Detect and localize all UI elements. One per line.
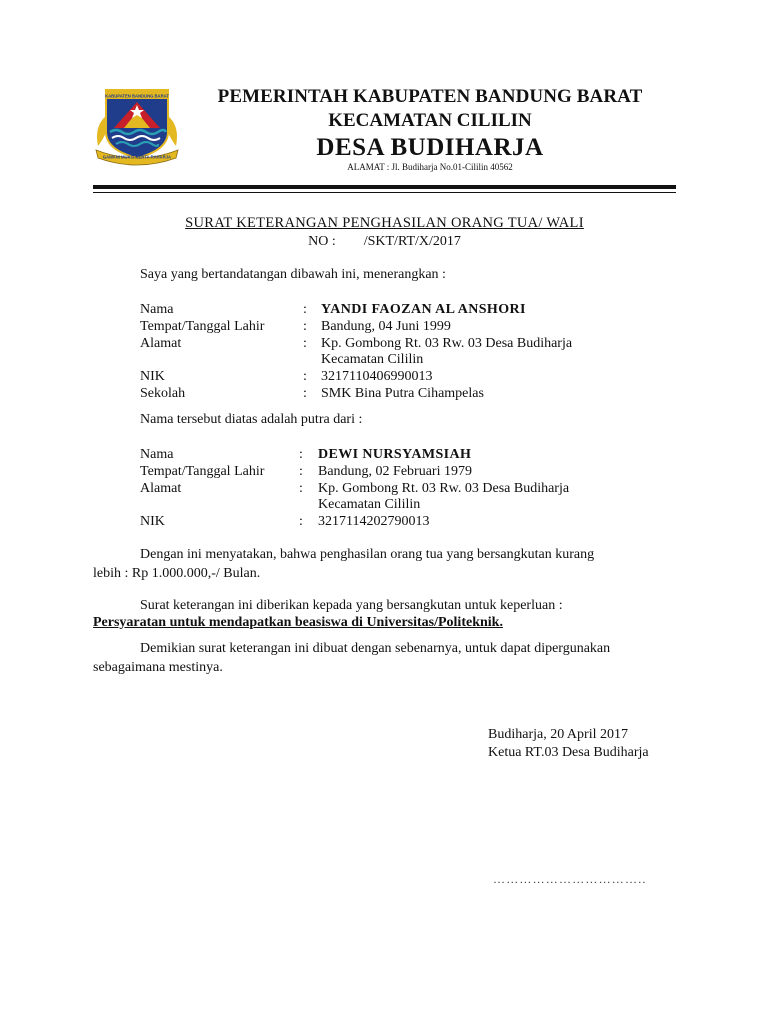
document-title: SURAT KETERANGAN PENGHASILAN ORANG TUA/ WALI	[185, 215, 584, 231]
student-address-value-1: Kp. Gombong Rt. 03 Rw. 03 Desa Budiharja	[321, 336, 573, 351]
income-statement-line2: lebih : Rp 1.000.000,-/ Bulan.	[93, 566, 261, 581]
district-heading: KECAMATAN CILILIN	[328, 110, 532, 131]
parent-birth-label: Tempat/Tanggal Lahir	[140, 464, 265, 479]
parent-address-colon: :	[299, 481, 303, 496]
signature-place-date: Budiharja, 20 April 2017	[488, 727, 628, 742]
letterhead-divider-thick	[93, 185, 676, 189]
student-school-value: SMK Bina Putra Cihampelas	[321, 386, 484, 401]
signature-name-placeholder: ……………………………..	[493, 872, 647, 886]
purpose-intro: Surat keterangan ini diberikan kepada yang bersangkutan untuk keperluan :	[140, 598, 563, 613]
student-address-value-2: Kecamatan Cililin	[321, 352, 424, 367]
closing-line1: Demikian surat keterangan ini dibuat dengan sebenarnya, untuk dapat dipergunakan	[140, 641, 611, 656]
student-address-colon: :	[303, 336, 307, 351]
income-statement-line1: Dengan ini menyatakan, bahwa penghasilan orang tua yang bersangkutan kurang	[140, 547, 595, 562]
logo-top-text: KABUPATEN BANDUNG BARAT	[105, 93, 169, 99]
parent-name-label: Nama	[140, 447, 174, 462]
parent-birth-colon: :	[299, 464, 303, 479]
parent-nik-label: NIK	[140, 514, 165, 529]
parent-address-value-2: Kecamatan Cililin	[318, 497, 421, 512]
signature-position: Ketua RT.03 Desa Budiharja	[488, 745, 649, 760]
parent-address-label: Alamat	[140, 481, 182, 496]
student-nik-value: 3217110406990013	[321, 369, 433, 384]
student-birth-value: Bandung, 04 Juni 1999	[321, 319, 451, 334]
parent-birth-value: Bandung, 02 Februari 1979	[318, 464, 472, 479]
document-number	[93, 234, 676, 250]
closing-line2: sebagaimana mestinya.	[93, 660, 223, 675]
village-heading: DESA BUDIHARJA	[316, 134, 544, 161]
government-heading: PEMERINTAH KABUPATEN BANDUNG BARAT	[217, 86, 643, 107]
student-address-label: Alamat	[140, 336, 182, 351]
student-name-label: Nama	[140, 302, 174, 317]
parent-address-value-1: Kp. Gombong Rt. 03 Rw. 03 Desa Budiharja	[318, 481, 570, 496]
office-address: ALAMAT : Jl. Budiharja No.01-Cililin 40562	[347, 162, 513, 172]
relation-text: Nama tersebut diatas adalah putra dari :	[140, 412, 363, 427]
student-birth-colon: :	[303, 319, 307, 334]
student-school-colon: :	[303, 386, 307, 401]
parent-nik-colon: :	[299, 514, 303, 529]
regency-emblem-icon	[92, 86, 182, 168]
student-name-colon: :	[303, 302, 307, 317]
document-number-suffix: /SKT/RT/X/2017	[363, 234, 461, 249]
parent-nik-value: 3217114202790013	[318, 514, 430, 529]
student-school-label: Sekolah	[140, 386, 186, 401]
parent-name-colon: :	[299, 447, 303, 462]
student-nik-colon: :	[303, 369, 307, 384]
student-name-value: YANDI FAOZAN AL ANSHORI	[321, 302, 526, 317]
student-birth-label: Tempat/Tanggal Lahir	[140, 319, 265, 334]
parent-name-value: DEWI NURSYAMSIAH	[318, 447, 472, 462]
student-nik-label: NIK	[140, 369, 165, 384]
letterhead-divider-thin	[93, 192, 676, 193]
intro-text: Saya yang bertandatangan dibawah ini, menerangkan :	[140, 267, 446, 282]
logo-ribbon-text: GAWANI MUKTI KERTA RAHARJA	[102, 154, 172, 160]
document-number-prefix: NO :	[308, 234, 336, 249]
purpose-text: Persyaratan untuk mendapatkan beasiswa di Universitas/Politeknik.	[93, 615, 503, 630]
